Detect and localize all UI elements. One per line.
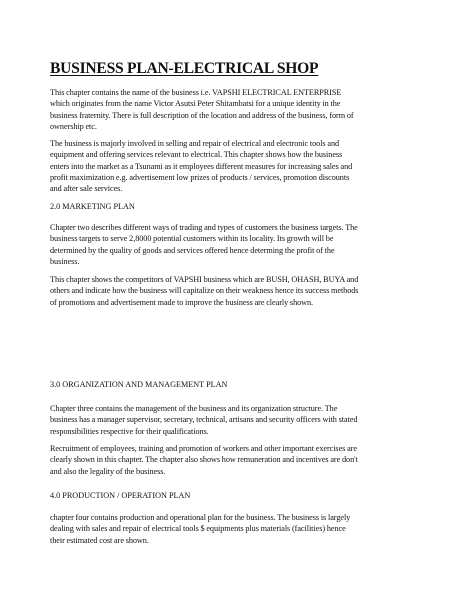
intro-paragraph bbox=[50, 87, 422, 132]
organization-p1-line-3: responsibilities respective for their qualifications. bbox=[50, 426, 209, 436]
production-paragraph-1 bbox=[50, 512, 422, 546]
marketing-p2-line-2: others and indicate how the business will capitalize on their weakness hence its success methods bbox=[50, 286, 359, 296]
intro-line-2: which originates from the name Victor Asutsi Peter Shitambatsi for a unique identity in the bbox=[50, 99, 341, 109]
organization-plan-heading: 3.0 ORGANIZATION AND MANAGEMENT PLAN bbox=[50, 380, 228, 389]
marketing-plan-heading: 2.0 MARKETING PLAN bbox=[50, 202, 135, 211]
marketing-p1-line-3: determined by the quality of goods and services offered hence determing the profit of the bbox=[50, 245, 335, 255]
marketing-p2-line-1: This chapter shows the competitors of VAPSHI business which are BUSH, OHASH, BUYA and bbox=[50, 275, 359, 284]
intro-line-3: business fraternity. There is full description of the location and address of the business, form of bbox=[50, 110, 354, 120]
organization-p1-line-2: business has a manager supervisor, secretary, technical, artisans and security officers with stated bbox=[50, 415, 358, 425]
organization-p2-line-3: and also the legality of the business. bbox=[50, 466, 166, 476]
marketing-paragraph-2 bbox=[50, 274, 422, 308]
organization-p2-line-1: Recruitment of employees, training and promotion of workers and other important exercises are bbox=[50, 444, 357, 453]
intro-line-1: This chapter contains the name of the business i.e. VAPSHI ELECTRICAL ENTERPRISE bbox=[50, 88, 342, 97]
marketing-p1-line-1: Chapter two describes different ways of trading and types of customers the business targets. The bbox=[50, 223, 358, 232]
organization-p2-line-2: clearly shown in this chapter. The chapter also shows how remuneration and incentives are don't bbox=[50, 455, 358, 465]
organization-p1-line-1: Chapter three contains the management of the business and its organization structure. The bbox=[50, 404, 338, 413]
production-p1-line-3: their estimated cost are shown. bbox=[50, 535, 149, 545]
overview-paragraph bbox=[50, 138, 422, 194]
overview-line-1: The business is majorly involved in selling and repair of electrical and electronic tools and bbox=[50, 139, 340, 148]
production-plan-heading: 4.0 PRODUCTION / OPERATION PLAN bbox=[50, 491, 191, 500]
overview-line-4: profit maximization e.g. advertisement low prizes of products / services, promotion discounts bbox=[50, 172, 350, 182]
intro-line-4: ownership etc. bbox=[50, 121, 97, 131]
marketing-p1-line-4: business. bbox=[50, 256, 80, 266]
production-p1-line-1: chapter four contains production and operational plan for the business. The business is largely bbox=[50, 513, 351, 522]
overview-line-5: and after sale services. bbox=[50, 184, 123, 194]
overview-line-3: enters into the market as a Tsunami as it employees different measures for increasing sales and bbox=[50, 161, 353, 171]
marketing-p2-line-3: of promotions and advertisement made to improve the business are clearly shown. bbox=[50, 297, 314, 307]
marketing-p1-line-2: business targets to serve 2,8000 potential customers within its locality. Its growth will be bbox=[50, 234, 334, 244]
document-title: BUSINESS PLAN-ELECTRICAL SHOP bbox=[50, 60, 319, 77]
marketing-paragraph-1 bbox=[50, 222, 422, 267]
organization-paragraph-1 bbox=[50, 403, 422, 437]
overview-line-2: equipment and offering services relevant to electrical. This chapter shows how the business bbox=[50, 150, 343, 160]
organization-paragraph-2 bbox=[50, 443, 422, 477]
production-p1-line-2: dealing with sales and repair of electrical tools $ equipments plus materials (facilities) hence bbox=[50, 524, 346, 534]
